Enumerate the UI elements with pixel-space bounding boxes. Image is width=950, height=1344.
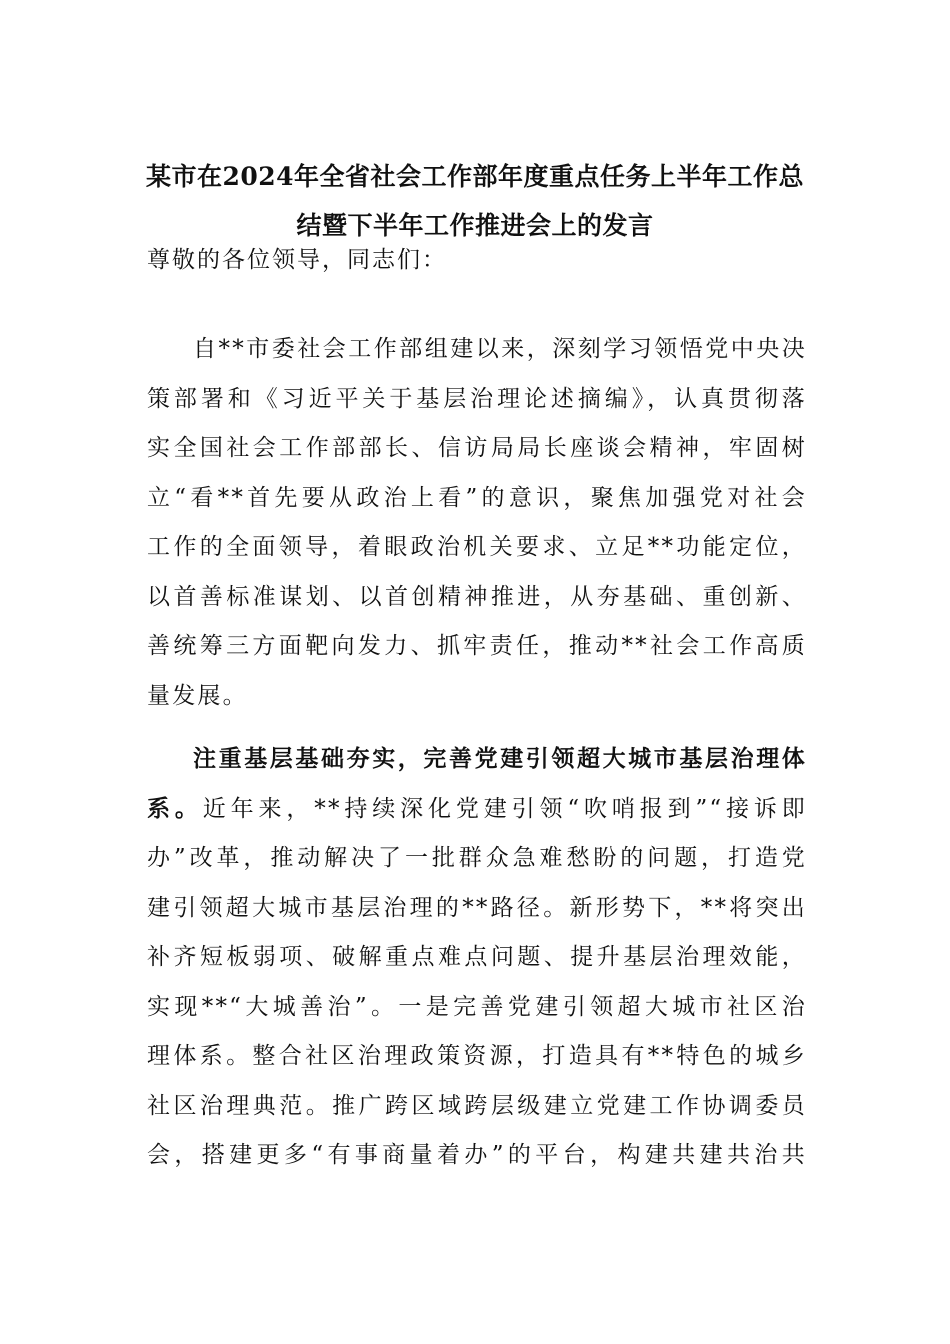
paragraph-line: 工作的全面领导，着眼政治机关要求、立足**功能定位， [147, 534, 807, 560]
salutation: 尊敬的各位领导，同志们： [147, 247, 447, 273]
paragraph-line: 善统筹三方面靶向发力、抓牢责任，推动**社会工作高质 [147, 633, 807, 659]
paragraph-line: 立“看**首先要从政治上看”的意识，聚焦加强党对社会 [147, 484, 807, 511]
paragraph-line: 建引领超大城市基层治理的**路径。新形势下，**将突出 [147, 894, 807, 921]
paragraph-line: 以首善标准谋划、以首创精神推进，从夯基础、重创新、 [147, 583, 807, 610]
paragraph-line: 社区治理典范。推广跨区域跨层级建立党建工作协调委员 [147, 1092, 807, 1119]
paragraph-grassroots [147, 734, 807, 1181]
paragraph-line: 理体系。整合社区治理政策资源，打造具有**特色的城乡 [147, 1043, 807, 1069]
paragraph-line: 实现**“大城善治”。一是完善党建引领超大城市社区治 [147, 993, 807, 1020]
paragraph-line: 策部署和《习近平关于基层治理论述摘编》，认真贯彻落 [147, 385, 807, 412]
title-line-1: 某市在2024年全省社会工作部年度重点任务上半年工作总 [145, 162, 805, 191]
paragraph-line: 量发展。 [147, 682, 248, 709]
section-heading: 注重基层基础夯实，完善党建引领超大城市基层治理体 [193, 745, 807, 772]
paragraph-line-text: 近年来，**持续深化党建引领“吹哨报到”“接诉即 [202, 795, 807, 822]
section-heading-end: 系。 [147, 794, 203, 822]
paragraph-line: 自**市委社会工作部组建以来，深刻学习领悟党中央决 [193, 336, 807, 362]
document-title [140, 152, 810, 250]
paragraph-line: 实全国社会工作部部长、信访局局长座谈会精神，牢固树 [147, 435, 807, 461]
paragraph-line [147, 784, 807, 835]
paragraph-intro [147, 325, 807, 721]
paragraph-line: 办”改革，推动解决了一批群众急难愁盼的问题，打造党 [147, 845, 807, 871]
paragraph-line: 会，搭建更多“有事商量着办”的平台，构建共建共治共 [147, 1142, 807, 1168]
title-line-2: 结暨下半年工作推进会上的发言 [296, 211, 654, 240]
paragraph-line: 补齐短板弱项、破解重点难点问题、提升基层治理效能， [147, 944, 807, 970]
